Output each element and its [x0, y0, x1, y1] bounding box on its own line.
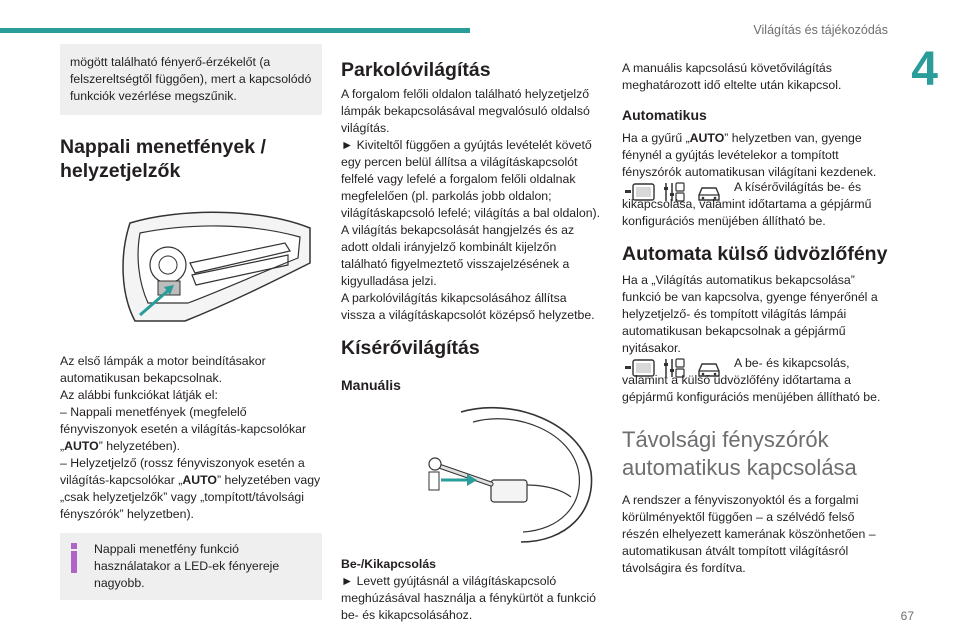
manual-p5: ► Levett gyújtásnál a világításkapcsoló meghúzásával használja a fénykürtöt a funkció be- és kikapcsolásához.: [341, 574, 596, 622]
high-beam-p6: A rendszer a fényviszonyoktól és a forgalmi körülményektől függően – a szélvédő felső részén elhelyezett kamerának köszönhetően – automatikusan átvált tompított világításról távolságira és fordítva.: [622, 493, 876, 575]
page-number: 67: [900, 609, 914, 623]
auto-p3: A kísérővilágítás be- és kikapcsolása, valamint időtartama a gépjármű konfigurációs menüjében állítható be.: [622, 180, 872, 228]
steering-wheel-illustration-icon: [341, 402, 603, 544]
heading-follow-me: Kísérővilágítás: [341, 337, 480, 359]
steering-wheel-illustration: [341, 402, 603, 544]
info-box: [60, 533, 322, 600]
intro-box: mögött található fényerő-érzékelőt (a felszereltségtől függően), mert a kapcsolódó funkciók vezérlése megszűnik.: [60, 44, 322, 115]
manual-follow-p1: A manuális kapcsolású követővilágítás meghatározott idő eltelte után kikapcsol.: [622, 61, 842, 92]
daytime-p2: Az alábbi funkciókat látják el:: [60, 388, 218, 402]
heading-daytime-lights: Nappali menetfények / helyzetjelzők: [60, 136, 266, 182]
header-accent-bar: [0, 28, 470, 33]
chapter-number: 4: [911, 43, 938, 96]
daytime-p3: – Nappali menetfények (megfelelő fényviszonyok esetén a világítás-kapcsolókar „AUTO” helyzetében).: [60, 405, 307, 453]
subheading-manual: Manuális: [341, 377, 401, 393]
parking-p4: A parkolóvilágítás kikapcsolásához állítsa vissza a világításkapcsolót középső helyzetbe.: [341, 291, 595, 322]
welcome-p5: A be- és kikapcsolás, valamint a külső üdvözlőfény időtartama a gépjármű konfigurációs menüjében állítható be.: [622, 356, 881, 404]
parking-p3: A világítás bekapcsolását hangjelzés és az adott oldali irányjelző kombinált kijelzőn található figyelmeztető visszajelzésének a kigyulladása jelzi.: [341, 223, 575, 288]
daytime-p1: Az első lámpák a motor beindításakor automatikusan bekapcsolnak.: [60, 354, 266, 385]
column-2: [341, 44, 603, 624]
info-icon: [68, 541, 84, 592]
heading-parking-lights: Parkolóvilágítás: [341, 59, 491, 81]
label-on-off: Be-/Kikapcsolás: [341, 557, 437, 571]
auto-p2: Ha a gyűrű „AUTO” helyzetben van, gyenge fénynél a gyújtás levételekor a tompított fényszórók automatikusan világítani kezdenek.: [622, 131, 877, 179]
column-1: [60, 44, 322, 600]
heading-welcome-light: Automata külső üdvözlőfény: [622, 243, 888, 265]
info-text: Nappali menetfény funkció használatakor a LED-ek fényereje nagyobb.: [94, 542, 280, 590]
welcome-p4: Ha a „Világítás automatikus bekapcsolása” funkció be van kapcsolva, gyenge fényerőnél a helyzetjelző- és tompított világítás lámpái automatikusan bekapcsolnak a gépjármű nyitásakor.: [622, 273, 878, 355]
section-title: Világítás és tájékozódás: [753, 23, 888, 37]
column-3: [622, 44, 890, 577]
headlamp-illustration: [60, 203, 322, 333]
headlamp-illustration-icon: [60, 203, 322, 333]
daytime-p4: – Helyzetjelző (rossz fényviszonyok esetén a világítás-kapcsolókar „AUTO” helyzetében vagy „csak helyzetjelzők” vagy „tompított/távolsági fényszórók” helyzetben).: [60, 456, 321, 521]
parking-p2: ► Kiviteltől függően a gyújtás levételét követő egy percen belül állítsa a világításkapcsolót felfelé vagy lefelé a forgalom felőli oldalnak megfelelően (pl. parkolás jobb oldalon; világításkapcsoló lefelé; világítás a bal oldalon).: [341, 138, 601, 220]
subheading-automatic: Automatikus: [622, 107, 707, 123]
heading-auto-high-beam: Távolsági fényszórók automatikus kapcsolása: [622, 427, 857, 480]
parking-p1: A forgalom felőli oldalon található helyzetjelző lámpák bekapcsolásával megvalósuló oldalsó világítás.: [341, 87, 590, 135]
